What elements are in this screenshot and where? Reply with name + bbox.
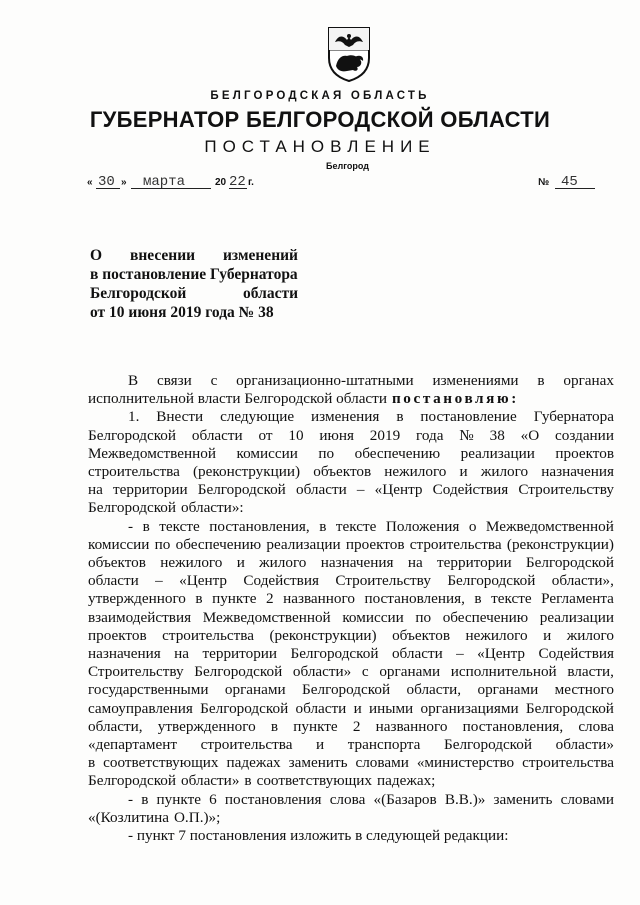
word: слова (578, 717, 614, 735)
word: власти, (567, 663, 614, 681)
word: по (154, 535, 171, 553)
word: «департамент (88, 736, 178, 754)
word: «(Козлитина (88, 808, 169, 826)
word: – (356, 481, 365, 499)
word: № (459, 426, 474, 444)
word: – (155, 572, 163, 590)
word: области (295, 481, 347, 499)
word: реализации (539, 608, 614, 626)
body-line (88, 372, 614, 390)
word: с (210, 372, 218, 389)
number-label: № (538, 177, 550, 188)
open-quote: « (87, 177, 93, 188)
body-line (88, 627, 614, 645)
word: строительства (200, 736, 293, 754)
word: постановления, (209, 517, 310, 535)
word: постановления, (364, 590, 465, 608)
word: по (318, 444, 335, 462)
date-month: марта (143, 174, 186, 190)
word: названного (375, 717, 448, 735)
body-line (88, 590, 614, 608)
year-suffix: 22 (229, 174, 246, 190)
word: назначения (541, 463, 614, 481)
word: 1. (128, 408, 140, 426)
word: Содействия (432, 481, 509, 499)
word: объектов (88, 554, 146, 572)
word: в (270, 717, 279, 735)
word: пункте (156, 790, 201, 808)
word: проектов (555, 444, 614, 462)
word: жилого (259, 554, 307, 572)
body-line (88, 408, 614, 426)
word: названного (283, 590, 355, 608)
word: Белгородской (200, 699, 289, 717)
word: нежилого (160, 554, 223, 572)
word: «Центр (477, 645, 526, 663)
word: соответствующих (256, 772, 372, 790)
word: «Центр (179, 572, 228, 590)
word: Белгородской (443, 736, 533, 754)
word: Содействия (538, 645, 614, 663)
word: области (88, 572, 139, 590)
decree-subject (90, 246, 298, 322)
body-line (88, 772, 614, 790)
word: В.В.)» (444, 790, 486, 808)
word: пункте (293, 717, 338, 735)
date-number-row (87, 174, 607, 194)
word: строительства (162, 626, 254, 644)
word: Строительству (518, 481, 614, 499)
word: местного (554, 681, 614, 699)
word: в (195, 590, 203, 608)
word: 38 (489, 426, 505, 444)
body-line: исполнительной власти Белгородской области постановляю: (88, 390, 519, 408)
coat-of-arms-emblem (327, 26, 371, 82)
word: транспорта (347, 736, 421, 754)
subject-line-3: Белгородской области (90, 285, 298, 302)
paragraph-item-1 (88, 408, 614, 517)
word: Межведомственной (88, 444, 216, 462)
word: области» (181, 772, 240, 790)
word: - (128, 517, 134, 535)
word: Межведомственной (485, 517, 614, 535)
word: нежилого (384, 463, 447, 481)
word: в (88, 754, 96, 772)
body-line (88, 791, 614, 809)
word: области (391, 645, 443, 663)
body-line (88, 736, 614, 754)
word: тексте (159, 517, 200, 535)
word: падежах (226, 754, 281, 772)
word: 2019 (369, 426, 401, 444)
word: нежилого (465, 626, 528, 644)
decree-number: 45 (561, 174, 578, 190)
word: Губернатора (533, 408, 614, 426)
month-underline (131, 188, 211, 189)
region-title: БЕЛГОРОДСКАЯ ОБЛАСТЬ (210, 90, 430, 102)
word: области (295, 699, 347, 717)
city-label: Белгород (326, 161, 369, 171)
word: на (174, 645, 190, 663)
word: июня (319, 426, 354, 444)
word: строительства (522, 754, 614, 772)
body-line (88, 463, 614, 481)
body-line (88, 499, 614, 517)
word: обеспечению (354, 444, 441, 462)
word: О.П.)»; (173, 808, 221, 826)
word: Белгородской (88, 426, 177, 444)
word: органами (477, 681, 539, 699)
word: комиссии (236, 444, 298, 462)
word: Белгородской (88, 499, 177, 517)
number-underline (555, 188, 595, 189)
word: Белгородской (447, 572, 536, 590)
word: соответствующих (103, 754, 219, 772)
word: от (258, 426, 273, 444)
resolution-keyword: постановляю: (391, 390, 519, 408)
date-day: 30 (98, 174, 115, 190)
word: Межведомственной (202, 608, 331, 626)
word: тексте (491, 590, 532, 608)
word: Регламента (541, 590, 614, 608)
word: органами (379, 663, 441, 681)
decree-body (88, 372, 614, 845)
word: объектов (313, 463, 372, 481)
word: области, (88, 717, 143, 735)
body-line (88, 536, 614, 554)
word: области (191, 426, 243, 444)
word: тексте (335, 517, 377, 535)
word: (реконструкции) (193, 463, 301, 481)
word: обеспечению (442, 608, 529, 626)
word: Белгородской (525, 554, 614, 572)
word: с (361, 663, 369, 681)
body-line (88, 809, 614, 827)
word: жилого (566, 626, 614, 644)
word: Строительству (335, 572, 431, 590)
word: «О (520, 426, 540, 444)
word: в (244, 772, 252, 790)
word: Белгородской (525, 699, 614, 717)
body-line (88, 681, 614, 699)
word: 2 (265, 590, 274, 608)
word: Положения (385, 517, 460, 535)
word: года (415, 426, 444, 444)
word: на (88, 481, 103, 499)
word: Белгородской (290, 645, 379, 663)
body-line (88, 445, 614, 463)
word: самоуправления (88, 699, 193, 717)
word: (реконструкции) (269, 626, 377, 644)
body-line (88, 609, 614, 627)
word: строительства (88, 463, 180, 481)
word: заменить (493, 790, 553, 808)
word: комиссии (342, 608, 404, 626)
subject-line-2: в постановление Губернатора (90, 266, 298, 283)
governor-title: ГУБЕРНАТОР БЕЛГОРОДСКОЙ ОБЛАСТИ (89, 107, 551, 132)
word: исполнительной (450, 663, 557, 681)
word: 10 (288, 426, 304, 444)
word: органах (563, 372, 614, 389)
word: по (415, 608, 432, 626)
word: территории (437, 554, 512, 572)
body-line (88, 663, 614, 681)
close-quote: » (121, 177, 127, 188)
year-underline (229, 188, 247, 189)
word: и (353, 699, 362, 717)
subject-line-4: от 10 июня 2019 года № 38 (90, 304, 274, 321)
word: области, (406, 681, 462, 699)
word: заменить (288, 754, 348, 772)
body-line (88, 754, 614, 772)
word: «Центр (374, 481, 423, 499)
word: реализации (460, 444, 535, 462)
word: назначения (88, 645, 161, 663)
word: - (128, 790, 134, 808)
word: организациями (420, 699, 519, 717)
year-abbr: г. (248, 177, 254, 188)
word: проектов (88, 626, 147, 644)
year-prefix: 20 (215, 177, 227, 188)
body-line: - пункт 7 постановления изложить в следующей редакции: (128, 827, 509, 845)
word: пункте (212, 590, 257, 608)
word: Белгородской (194, 663, 283, 681)
word: «министерство (416, 754, 515, 772)
word: следующие (220, 408, 295, 426)
body-line (88, 518, 614, 536)
word: территории (113, 481, 188, 499)
word: связи (156, 372, 192, 389)
word: в (319, 517, 327, 535)
word: жилого (480, 463, 529, 481)
day-underline (96, 188, 120, 189)
word: области»: (181, 499, 244, 517)
word: объектов (392, 626, 450, 644)
word: взаимодействия (88, 608, 192, 626)
word: в (142, 517, 150, 535)
word: в (396, 408, 404, 426)
word: области» (292, 663, 352, 681)
word: Белгородской (88, 772, 177, 790)
word: изменениями (432, 372, 519, 389)
word: территории (202, 645, 278, 663)
word: (реконструкции) (506, 535, 614, 553)
word: Строительству (88, 663, 184, 681)
word: комиссии (88, 535, 150, 553)
word: утвержденного (88, 590, 186, 608)
word: в (141, 790, 149, 808)
word: постановление (420, 408, 517, 426)
paragraph-change-1 (88, 518, 614, 791)
word: «(Базаров (373, 790, 437, 808)
word: обеспечению (175, 535, 262, 553)
document-type: ПОСТАНОВЛЕНИЕ (204, 137, 436, 156)
word: Внести (156, 408, 204, 426)
word: и (236, 554, 245, 572)
word: – (456, 645, 464, 663)
word: 2 (352, 717, 361, 735)
body-line (88, 700, 614, 718)
word: строительства (409, 535, 502, 553)
word: 6 (209, 790, 217, 808)
word: проектов (345, 535, 405, 553)
body-line (88, 427, 614, 445)
word: и (543, 626, 552, 644)
word: словами (560, 790, 614, 808)
word: организационно-штатными (236, 372, 414, 389)
word: изменения (311, 408, 380, 426)
word: в (537, 372, 545, 389)
word: области», (551, 572, 614, 590)
word: органами (224, 681, 286, 699)
word: постановления (224, 790, 322, 808)
subject-line-1: О внесении изменений (90, 247, 298, 264)
word: о (468, 517, 477, 535)
word: на (407, 554, 423, 572)
word: создании (555, 426, 614, 444)
word: Содействия (243, 572, 319, 590)
word: утвержденного (157, 717, 256, 735)
body-line (88, 554, 614, 572)
word: области» (555, 736, 614, 754)
word: иными (368, 699, 414, 717)
word: падежах; (377, 772, 436, 790)
word: реализации (266, 535, 341, 553)
word: назначения (320, 554, 394, 572)
word: государственными (88, 681, 209, 699)
word: слова (329, 790, 366, 808)
word: В (128, 372, 139, 389)
word: словами (355, 754, 409, 772)
word: в (474, 590, 482, 608)
word: Белгородской (197, 481, 286, 499)
body-line (88, 645, 614, 663)
word: Белгородской (302, 681, 391, 699)
word: постановления, (462, 717, 564, 735)
body-line (88, 718, 614, 736)
body-line (88, 572, 614, 590)
body-line (88, 481, 614, 499)
word: и (459, 463, 468, 481)
word: и (316, 736, 325, 754)
paragraph-change-2 (88, 791, 614, 827)
